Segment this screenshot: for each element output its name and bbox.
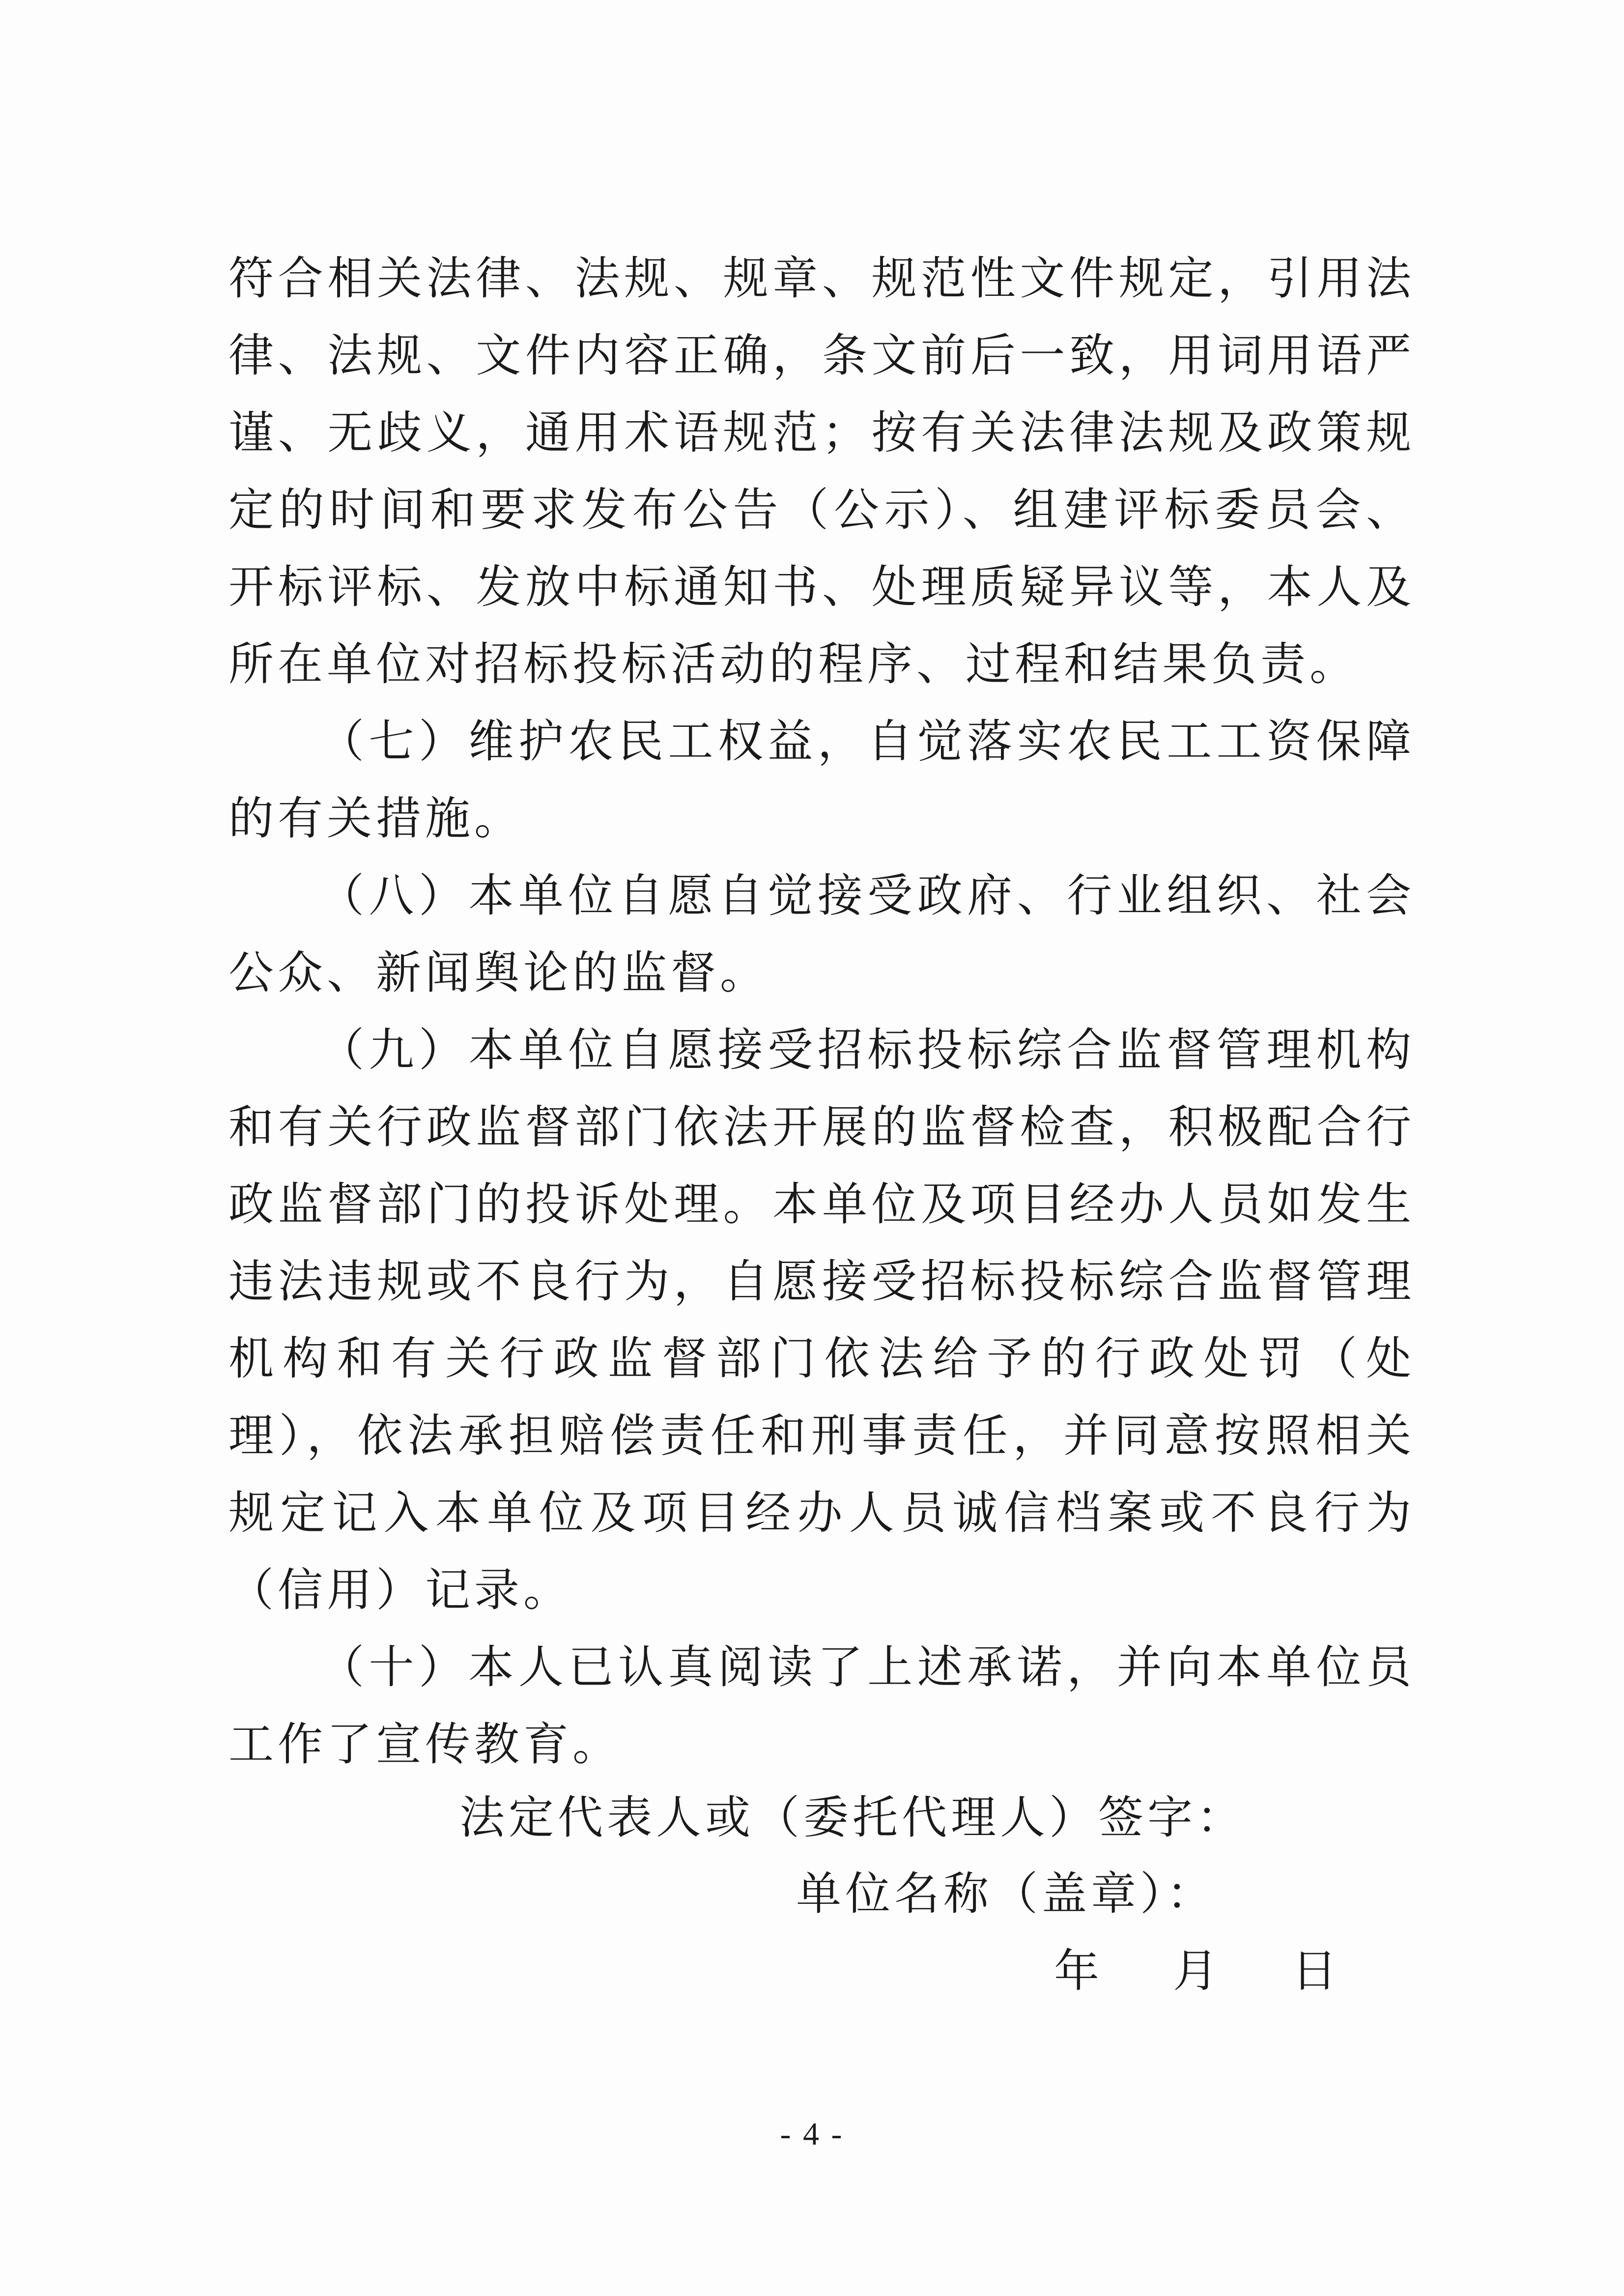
body-text	[228, 240, 1415, 1783]
paragraph-continuation: 符合相关法律、法规、规章、规范性文件规定，引用法律、法规、文件内容正确，条文前后一致，用词用语严谨、无歧义，通用术语规范；按有关法律法规及政策规定的时间和要求发布公告（公示）、组建评标委员会、开标评标、发放中标通知书、处理质疑异议等，本人及所在单位对招标投标活动的程序、过程和结果负责。	[228, 252, 1415, 690]
year-label: 年	[1054, 1945, 1100, 1997]
unit-name-seal-label: 单位名称（盖章）：	[796, 1867, 1216, 1920]
page-number: - 4 -	[780, 2116, 844, 2152]
paragraph-item-8: （八）本单位自愿自觉接受政府、行业组织、社会公众、新闻舆论的监督。	[228, 869, 1415, 999]
day-label: 日	[1292, 1945, 1338, 1997]
legal-representative-signature-label: 法定代表人或（委托代理人）签字：	[459, 1791, 1246, 1844]
paragraph-item-9: （九）本单位自愿接受招标投标综合监督管理机构和有关行政监督部门依法开展的监督检查，积极配合行政监督部门的投诉处理。本单位及项目经办人员如发生违法违规或不良行为，自愿接受招标投标综合监督管理机构和有关行政监督部门依法给予的行政处罚（处理），依法承担赔偿责任和刑事责任，并同意按照相关规定记入本单位及项目经办人员诚信档案或不良行为（信用）记录。	[228, 1024, 1415, 1616]
signature-date	[1054, 1932, 1337, 2009]
paragraph-item-10: （十）本人已认真阅读了上述承诺，并向本单位员工作了宣传教育。	[228, 1641, 1415, 1771]
month-label: 月	[1173, 1945, 1219, 1997]
paragraph-item-7: （七）维护农民工权益，自觉落实农民工工资保障的有关措施。	[228, 715, 1415, 845]
